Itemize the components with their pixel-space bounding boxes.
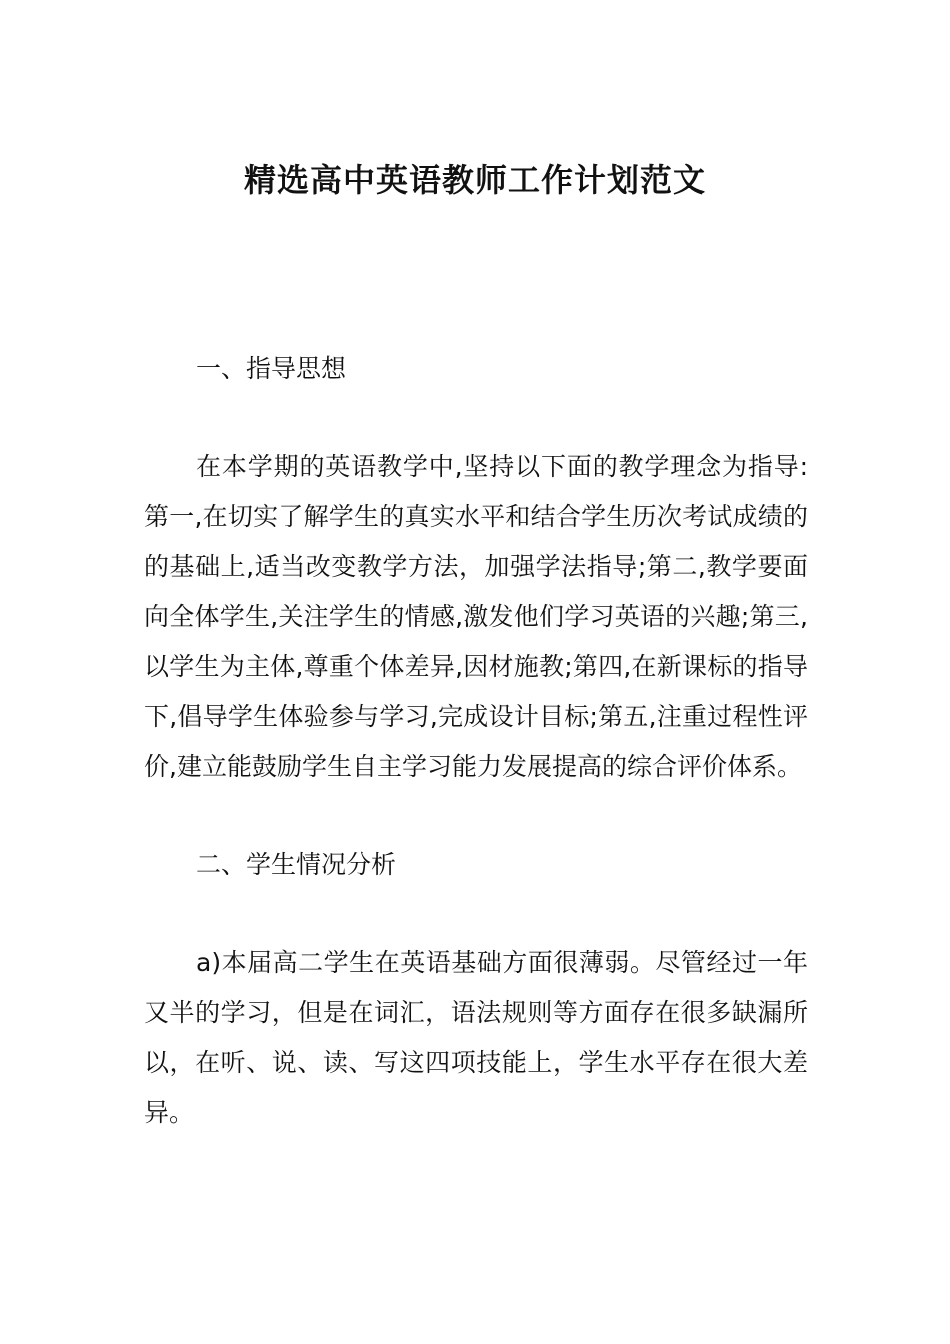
section-paragraph-guiding-ideology: 在本学期的英语教学中,坚持以下面的教学理念为指导:第一,在切实了解学生的真实水平和结合学生历次考试成绩的的基础上,适当改变教学方法，加强学法指导;第二,教学要面向全体学生,关注学生的情感,激发他们学习英语的兴趣;第三,以学生为主体,尊重个体差异,因材施教;第四,在新课标的指导下,倡导学生体验参与学习,完成设计目标;第五,注重过程性评价,建立能鼓励学生自主学习能力发展提高的综合评价体系。 (144, 452, 808, 781)
section-paragraph-student-analysis: a)本届高二学生在英语基础方面很薄弱。尽管经过一年又半的学习，但是在词汇，语法规则等方面存在很多缺漏所以，在听、说、读、写这四项技能上，学生水平存在很大差异。 (144, 948, 808, 1127)
spacer (144, 394, 808, 442)
document-body (144, 344, 808, 1138)
spacer (144, 792, 808, 840)
section-heading-guiding-ideology: 一、指导思想 (196, 354, 347, 383)
document-title: 精选高中英语教师工作计划范文 (243, 161, 706, 199)
spacer (144, 890, 808, 938)
section-heading-student-analysis: 二、学生情况分析 (196, 850, 397, 879)
